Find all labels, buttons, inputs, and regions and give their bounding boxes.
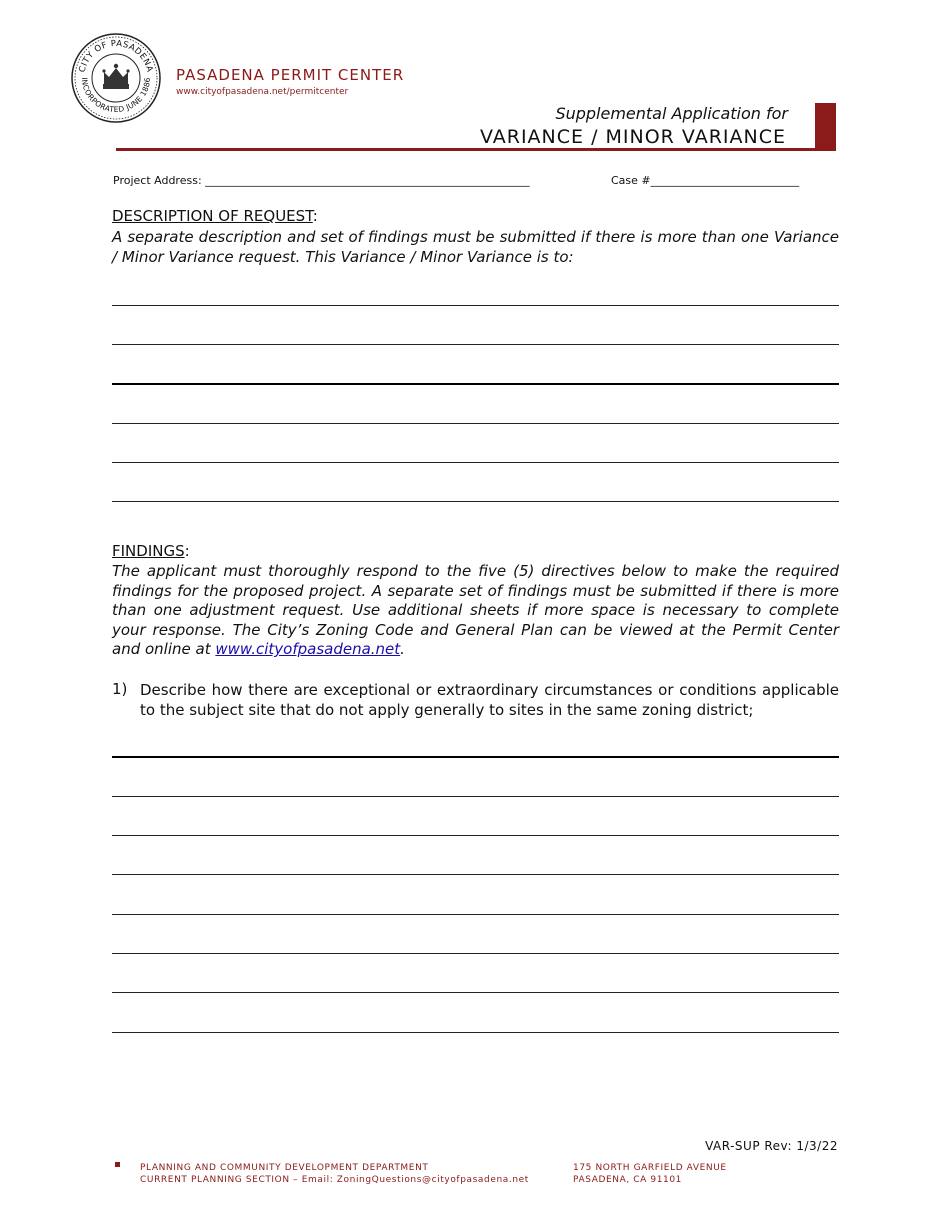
permit-center-url[interactable]: www.cityofpasadena.net/permitcenter — [176, 87, 349, 97]
footer-address-line2: PASADENA, CA 91101 — [573, 1175, 683, 1185]
finding-answer-line[interactable] — [112, 796, 839, 797]
project-address-field[interactable]: Project Address: ___________________________________________________________ — [113, 174, 530, 187]
finding-answer-line[interactable] — [112, 835, 839, 836]
finding-answer-line[interactable] — [112, 874, 839, 875]
description-heading-text: DESCRIPTION OF REQUEST — [112, 207, 313, 225]
seal-text-bottom: INCORPORATED JUNE 1886 — [79, 76, 153, 115]
case-number-field[interactable]: Case #___________________________ — [611, 174, 800, 187]
findings-instructions-text: The applicant must thoroughly respond to the five (5) directives below to make the required findings for the proposed project. A separate set of findings must be submitted if there is more than one adjustment request. Use additional sheets if more space is necessary to complete your response. The City’s Zoning Code and General Plan can be viewed at the Permit Center and online at — [112, 562, 839, 658]
finding-answer-line[interactable] — [112, 992, 839, 993]
footer-dept-line1: PLANNING AND COMMUNITY DEVELOPMENT DEPARTMENT — [140, 1163, 429, 1173]
form-title: VARIANCE / MINOR VARIANCE — [479, 126, 786, 148]
findings-heading-colon: : — [184, 542, 190, 560]
finding-answer-line[interactable] — [112, 953, 839, 954]
header-accent-block — [815, 103, 836, 149]
header-rule — [116, 148, 836, 151]
finding-answer-line[interactable] — [112, 1032, 839, 1033]
findings-instructions-period: . — [400, 640, 405, 658]
description-answer-line[interactable] — [112, 344, 839, 345]
findings-instructions — [112, 562, 839, 660]
description-answer-line[interactable] — [112, 501, 839, 502]
city-seal-logo — [70, 32, 162, 124]
description-instructions: A separate description and set of findings must be submitted if there is more than one Variance / Minor Variance request. This Variance / Minor Variance is to: — [112, 228, 839, 266]
finding-answer-line[interactable] — [112, 756, 839, 758]
form-number: VAR-SUP Rev: 1/3/22 — [705, 1139, 838, 1153]
finding-answer-line[interactable] — [112, 914, 839, 915]
question-1-text: Describe how there are exceptional or extraordinary circumstances or conditions applicable to the subject site that do not apply generally to sites in the same zoning district; — [140, 681, 839, 719]
footer-dept-line2: CURRENT PLANNING SECTION – Email: ZoningQuestions@cityofpasadena.net — [140, 1175, 529, 1185]
footer-bullet-icon — [115, 1162, 120, 1167]
description-heading-colon: : — [312, 207, 318, 225]
seal-text-top: CITY OF PASADENA — [77, 38, 155, 74]
permit-center-name: PASADENA PERMIT CENTER — [176, 66, 405, 84]
findings-heading-text: FINDINGS — [112, 542, 185, 560]
description-answer-line[interactable] — [112, 383, 839, 385]
question-1-number: 1) — [112, 680, 128, 698]
supplemental-label: Supplemental Application for — [555, 104, 788, 123]
footer-address — [573, 1162, 727, 1186]
description-answer-line[interactable] — [112, 305, 839, 306]
city-website-link[interactable]: www.cityofpasadena.net — [215, 640, 401, 658]
description-answer-line[interactable] — [112, 462, 839, 463]
findings-heading — [112, 542, 190, 560]
description-answer-line[interactable] — [112, 423, 839, 424]
footer-department — [140, 1162, 529, 1186]
description-heading — [112, 207, 318, 225]
footer-address-line1: 175 NORTH GARFIELD AVENUE — [573, 1163, 727, 1173]
